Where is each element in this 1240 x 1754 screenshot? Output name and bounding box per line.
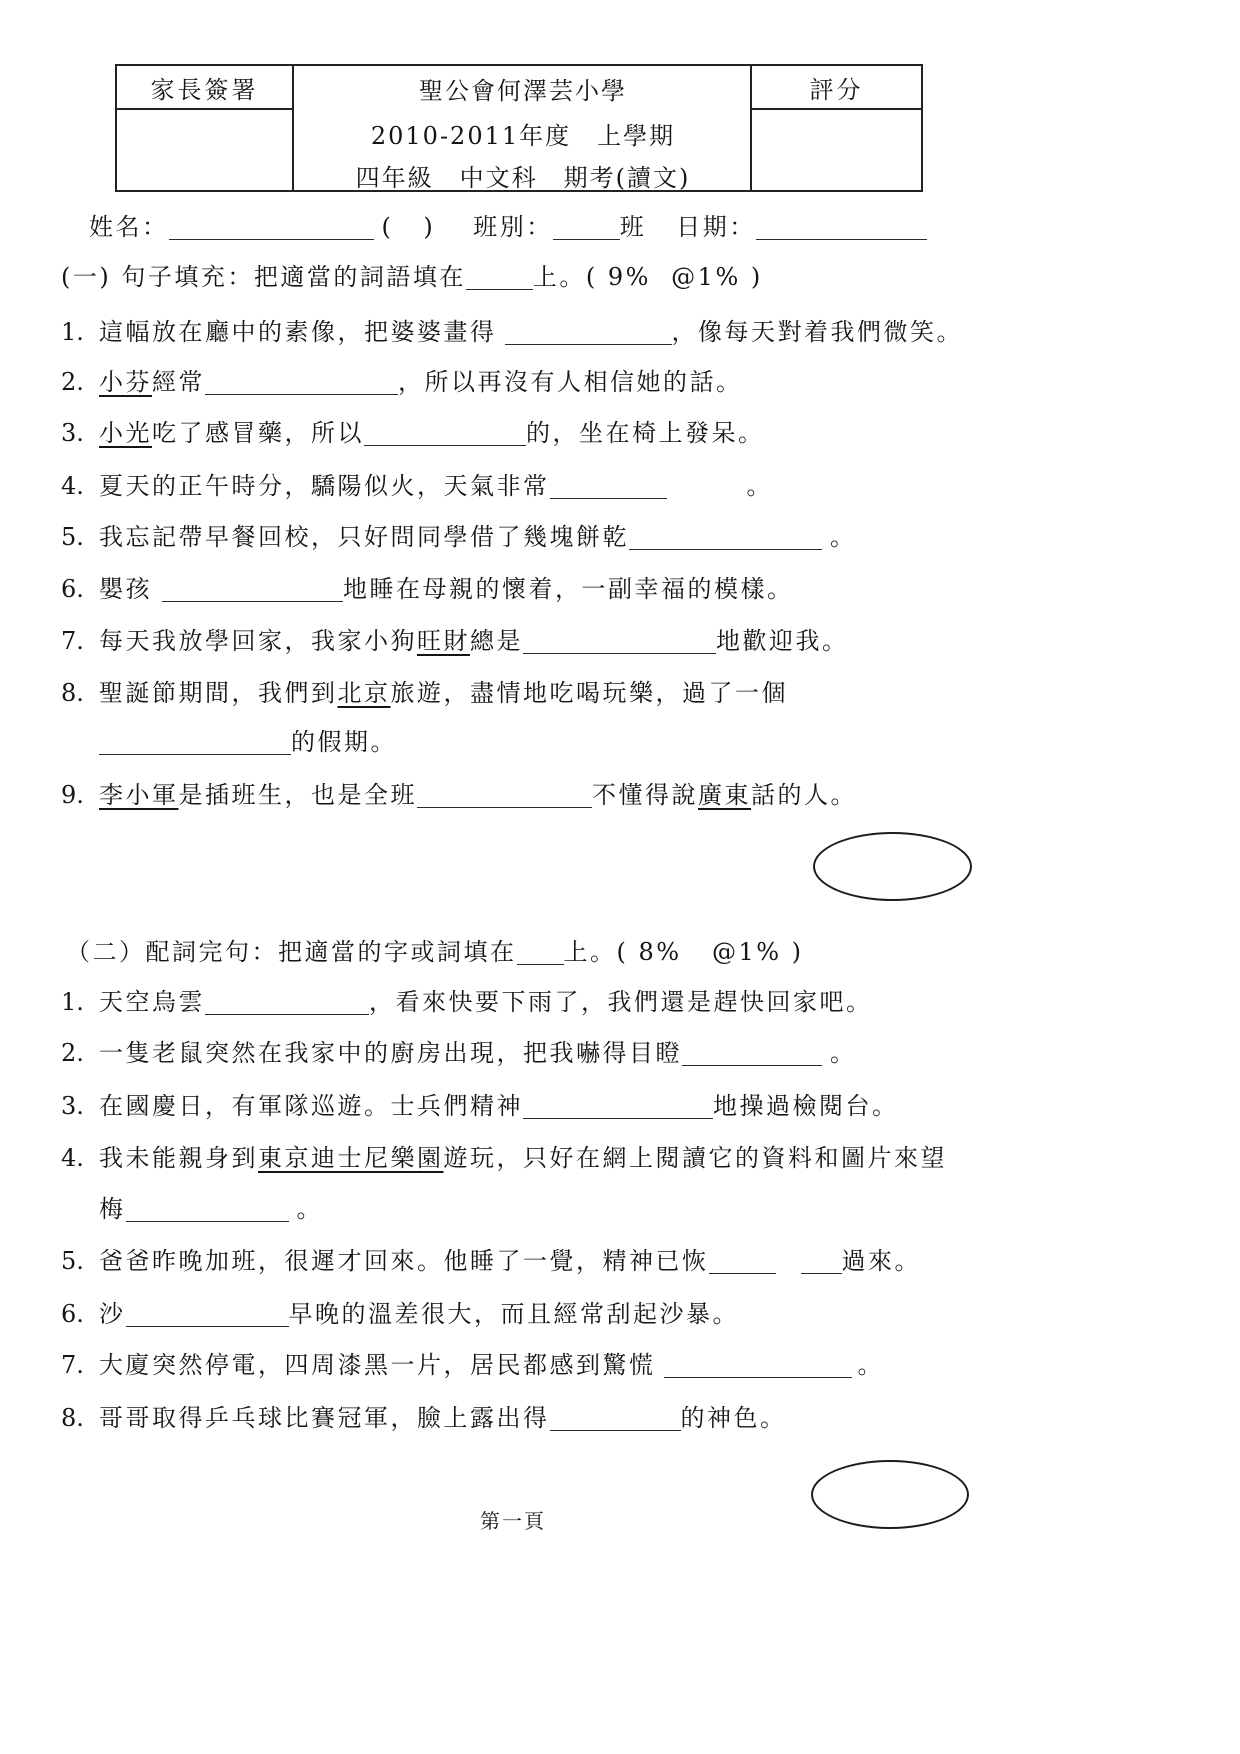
- question-text: 的，坐在椅上發呆。: [526, 419, 765, 447]
- proper-noun: 小光: [99, 419, 152, 447]
- answer-blank: [550, 472, 667, 499]
- question-text: 地睡在母親的懷着，一副幸福的模樣。: [343, 575, 794, 603]
- answer-blank: [99, 728, 291, 755]
- question-text: 早晚的溫差很大，而且經常刮起沙暴。: [288, 1300, 739, 1328]
- answer-blank: [205, 368, 398, 395]
- question-text: 是插班生，也是全班: [178, 781, 417, 809]
- question-number: 5.: [61, 523, 84, 551]
- section2-score-oval: [811, 1460, 969, 1529]
- answer-blank: [664, 1351, 852, 1378]
- question-text: 梅: [99, 1195, 126, 1223]
- student-info-line: [89, 210, 927, 244]
- question-item: [61, 1348, 884, 1382]
- question-text: 。: [746, 472, 773, 500]
- question-text: 吃了感冒藥，所以: [152, 419, 364, 447]
- answer-blank: [523, 1092, 713, 1119]
- proper-noun: 李小軍: [99, 781, 179, 809]
- answer-blank: [517, 938, 564, 965]
- question-item: [61, 520, 857, 554]
- question-item: [61, 1089, 899, 1123]
- question-text: 的神色。: [680, 1404, 787, 1432]
- question-number: 9.: [61, 781, 84, 809]
- exam-title: 四年級 中文科 期考(讀文): [355, 164, 691, 192]
- header-table: [115, 64, 923, 192]
- question-item: [61, 624, 849, 658]
- score-cell: [750, 66, 921, 190]
- section-score-text: 上。( 9% @1% ): [532, 263, 763, 291]
- question-text: 大廈突然停電，四周漆黑一片，居民都感到驚慌: [99, 1351, 656, 1379]
- section1-score-oval: [813, 832, 972, 901]
- question-item: [61, 1036, 857, 1070]
- question-number: 5.: [61, 1247, 84, 1275]
- class-label: 班別：: [473, 213, 553, 241]
- section1-heading: [61, 260, 763, 294]
- question-text: ，所以再沒有人相信她的話。: [398, 368, 743, 396]
- question-text: 地歡迎我。: [716, 627, 849, 655]
- question-text: 夏天的正午時分，驕陽似火，天氣非常: [99, 472, 550, 500]
- question-text: 哥哥取得乒乓球比賽冠軍，臉上露出得: [99, 1404, 550, 1432]
- question-text: 我忘記帶早餐回校，只好問同學借了幾塊餅乾: [99, 523, 629, 551]
- question-text: 聖誕節期間，我們到: [99, 679, 338, 707]
- school-year: 2010-2011年度 上學期: [370, 122, 676, 150]
- question-text: 沙: [99, 1300, 126, 1328]
- question-item: [61, 1297, 739, 1331]
- question-number: 3.: [61, 1092, 84, 1120]
- question-text: 嬰孩: [99, 575, 152, 603]
- question-text: 地操過檢閱台。: [713, 1092, 899, 1120]
- question-text: 我未能親身到: [99, 1144, 258, 1172]
- question-number: 4.: [61, 1144, 84, 1172]
- question-text: 。: [857, 1351, 884, 1379]
- parent-signature-cell: [117, 66, 294, 190]
- question-item: [61, 676, 788, 710]
- question-number: 2.: [61, 368, 84, 396]
- answer-blank: [523, 627, 716, 654]
- question-item-continuation: [99, 1192, 323, 1226]
- class-blank: [553, 213, 620, 240]
- answer-blank: [801, 1247, 842, 1274]
- answer-blank: [466, 263, 533, 290]
- question-text: 遊玩，只好在網上閱讀它的資料和圖片來望: [443, 1144, 947, 1172]
- question-text: ，像每天對着我們微笑。: [671, 318, 963, 346]
- question-item: [61, 778, 857, 812]
- question-text: 總是: [470, 627, 523, 655]
- question-number: 7.: [61, 1351, 84, 1379]
- section2-heading: [66, 935, 804, 969]
- question-text: 天空烏雲: [99, 988, 205, 1016]
- question-text: 旅遊，盡情地吃喝玩樂，過了一個: [390, 679, 788, 707]
- question-item: [61, 416, 765, 450]
- proper-noun: 旺財: [417, 627, 470, 655]
- answer-blank: [629, 523, 822, 550]
- exam-title-cell: [294, 66, 752, 190]
- answer-blank: [682, 1039, 822, 1066]
- question-text: 爸爸昨晚加班，很遲才回來。他睡了一覺，精神已恢: [99, 1247, 709, 1275]
- question-item: [61, 1141, 947, 1175]
- question-number: 8.: [61, 679, 84, 707]
- name-label: 姓名：: [89, 213, 169, 241]
- question-number: 3.: [61, 419, 84, 447]
- question-text: 的假期。: [291, 728, 397, 756]
- question-number: 2.: [61, 1039, 84, 1067]
- date-label: 日期：: [676, 213, 756, 241]
- class-number-open: (: [381, 213, 394, 241]
- question-item: [61, 572, 794, 606]
- question-text: 這幅放在廳中的素像，把婆婆畫得: [99, 318, 497, 346]
- question-number: 7.: [61, 627, 84, 655]
- answer-blank: [205, 988, 369, 1015]
- section-score-text: 上。( 8% @1% ): [563, 938, 804, 966]
- section-heading-text: (一) 句子填充：把適當的詞語填在: [61, 263, 466, 291]
- question-text: 一隻老鼠突然在我家中的廚房出現，把我嚇得目瞪: [99, 1039, 682, 1067]
- date-blank: [756, 213, 927, 240]
- class-number-close: ): [423, 213, 436, 241]
- question-text: 。: [830, 1039, 857, 1067]
- answer-blank: [162, 575, 343, 602]
- school-name: 聖公會何澤芸小學: [419, 77, 627, 105]
- score-label: 評分: [752, 66, 921, 110]
- answer-blank: [709, 1247, 776, 1274]
- question-number: 6.: [61, 575, 84, 603]
- question-text: 每天我放學回家，我家小狗: [99, 627, 417, 655]
- class-suffix: 班: [619, 213, 647, 241]
- proper-noun: 北京: [337, 679, 391, 707]
- answer-blank: [417, 781, 592, 808]
- question-item: [61, 985, 873, 1019]
- question-number: 4.: [61, 472, 84, 500]
- parent-signature-label: 家長簽署: [117, 66, 292, 110]
- question-item: [61, 1401, 787, 1435]
- question-number: 1.: [61, 318, 84, 346]
- question-text: 。: [296, 1195, 323, 1223]
- answer-blank: [364, 419, 526, 446]
- answer-blank: [550, 1404, 681, 1431]
- question-item: [61, 365, 743, 399]
- question-number: 8.: [61, 1404, 84, 1432]
- section-heading-text: （二）配詞完句：把適當的字或詞填在: [66, 938, 517, 966]
- question-item-continuation: [99, 725, 397, 759]
- question-number: 6.: [61, 1300, 84, 1328]
- question-text: 經常: [152, 368, 205, 396]
- question-item: [61, 315, 963, 349]
- question-text: 過來。: [841, 1247, 921, 1275]
- question-item: [61, 1244, 921, 1278]
- proper-noun: 小芬: [99, 368, 152, 396]
- question-text: 話的人。: [751, 781, 857, 809]
- question-text: 。: [830, 523, 857, 551]
- question-text: 在國慶日，有軍隊巡遊。士兵們精神: [99, 1092, 523, 1120]
- page-number: 第一頁: [480, 1509, 546, 1533]
- proper-noun: 東京迪士尼樂園: [258, 1144, 444, 1172]
- answer-blank: [126, 1300, 289, 1327]
- answer-blank: [126, 1195, 289, 1222]
- proper-noun: 廣東: [698, 781, 751, 809]
- question-text: 不懂得說: [592, 781, 698, 809]
- question-item: [61, 469, 773, 503]
- name-blank: [169, 213, 374, 240]
- answer-blank: [505, 318, 672, 345]
- question-number: 1.: [61, 988, 84, 1016]
- question-text: ，看來快要下雨了，我們還是趕快回家吧。: [369, 988, 873, 1016]
